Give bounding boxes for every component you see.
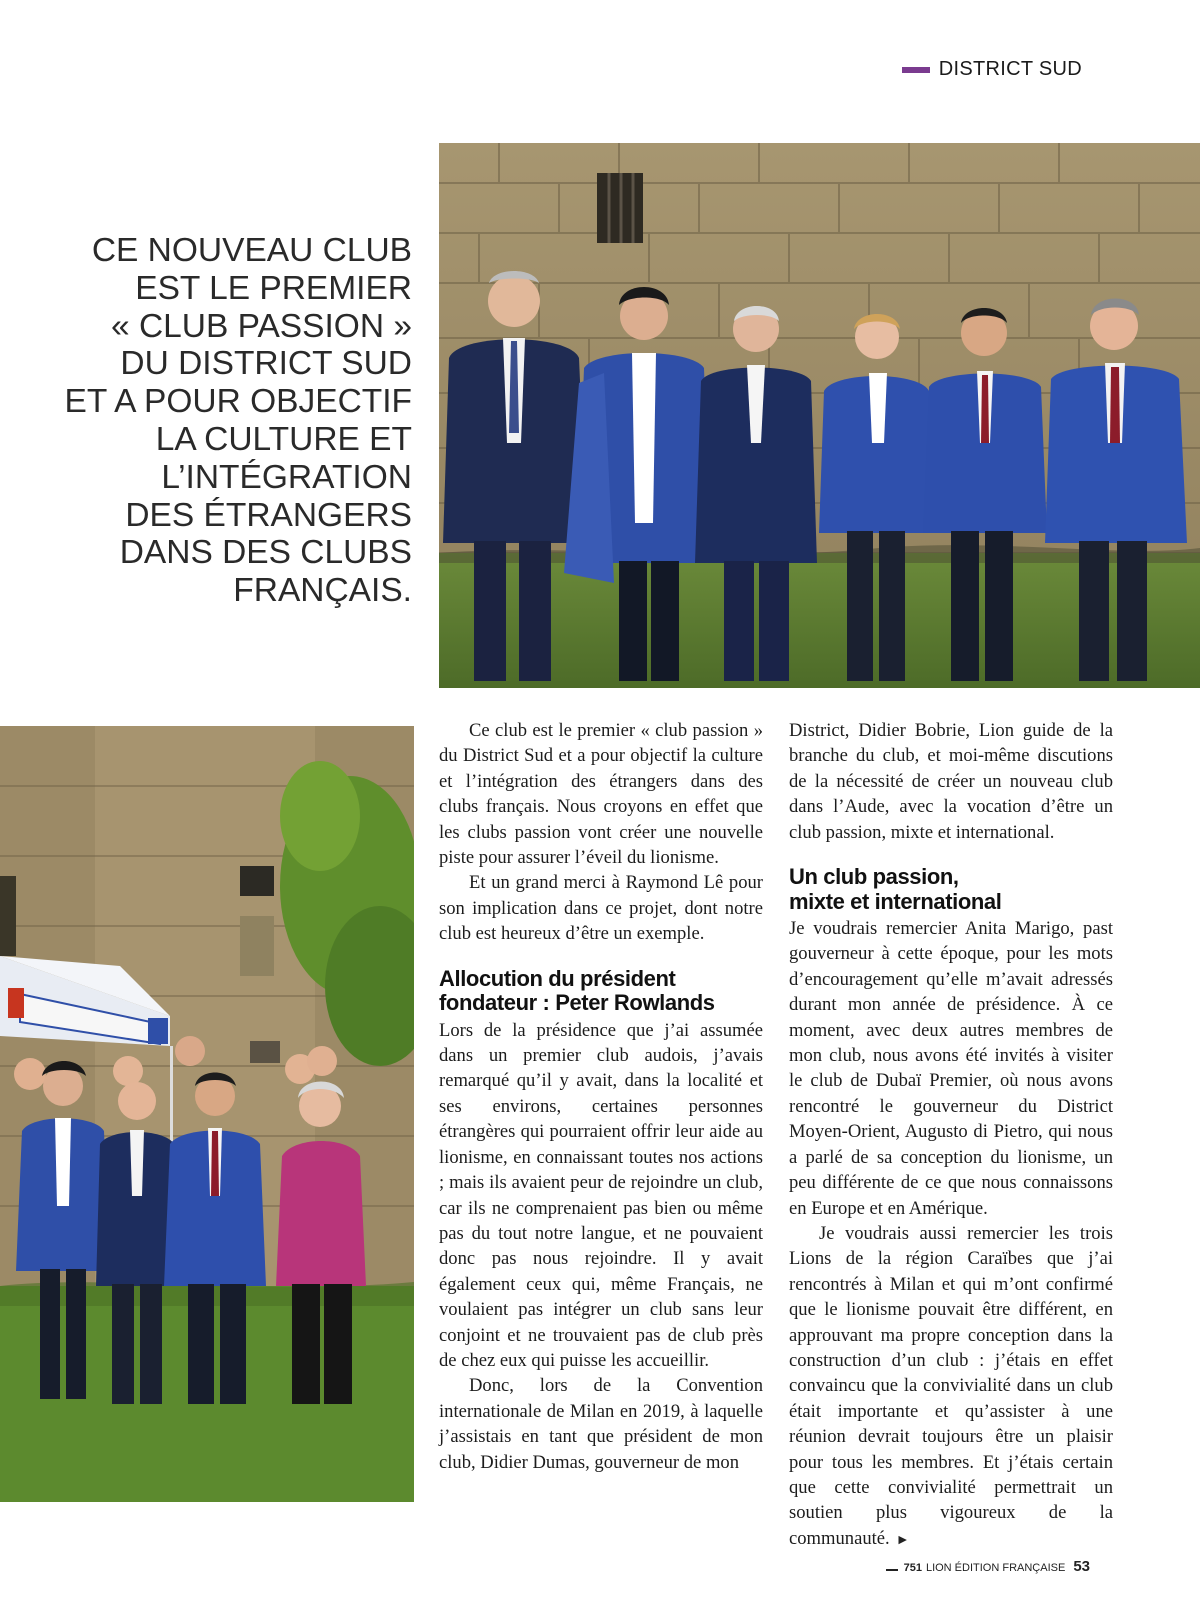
footer-dash (886, 1569, 898, 1571)
group-photo-stone-wall (439, 143, 1200, 688)
group-photo-castle (0, 726, 414, 1502)
issue-number: 751 (903, 1562, 922, 1574)
page-footer (886, 1558, 1090, 1575)
paragraph-intro: Ce club est le premier « club passion » du District Sud et a pour objectif la culture et l’intégration des étrangers dans des clubs français. Nous croyons en effet que les clubs passion vont créer une nouvelle piste pour assurer l’éveil du lionisme. (439, 720, 763, 869)
paragraph-caraibes (789, 1221, 1113, 1553)
page-number: 53 (1073, 1558, 1090, 1575)
paragraph-presidence: Lors de la présidence que j’ai assumée dans un premier club audois, j’avais remarqué qu’il y avait, dans la localité et ses environs, certaines personnes étrangères qui pourraient offrir leur aide au lionisme, en connaissant toutes nos actions ; mais ils avaient peur de rejoindre un club, car ils ne comprenaient pas bien ou même pas du tout notre langue, et ne pouvaient donc pas nous rejoindre. Il y avait également ceux qui, même Français, ne voulaient pas intégrer un club sans leur conjoint et ne trouvaient pas de club près de chez eux qui puisse les accueillir. (439, 1019, 763, 1371)
continue-arrow-icon: ► (895, 1532, 910, 1548)
paragraph-remerciements: Je voudrais remercier Anita Marigo, past gouverneur à cette époque, pour les mots d’encouragement qu’elle m’avait adressés durant mon année de présidence. À ce moment, avec deux autres membres de mon club, nous avons été invités à visiter le club de Dubaï Premier, où nous avons rencontré le gouverneur du District Moyen-Orient, Augusto di Pietro, qui nous a parlé de sa conception du lionisme, un peu différente de ce que nous connaissons en Europe et en Amérique. (789, 918, 1113, 1219)
paragraph-caraibes-text: Je voudrais aussi remercier les trois Lions de la région Caraïbes que j’ai rencontrés à Milan et qui m’ont confirmé que le lionisme pouvait être différent, en approuvant ma propre conception dans la construction d’un club : j’étais en effet convaincu que la convivialité dans un club était importante et qu’assister à une réunion devrait toujours être un plaisir pour tous les membres. Et j’étais certain que cette convivialité permettrait un soutien plus vigoureux de la communauté. (789, 1222, 1113, 1549)
subheading-allocution: Allocution du président fondateur : Peter Rowlands (439, 965, 715, 1016)
section-tag (902, 58, 1082, 81)
subheading-club-passion: Un club passion, mixte et international (789, 864, 1002, 914)
article-column-1 (439, 718, 763, 1475)
article-column-2 (789, 718, 1113, 1553)
paragraph-thanks: Et un grand merci à Raymond Lê pour son implication dans ce projet, dont notre club est heureux d’être un exemple. (439, 872, 763, 945)
paragraph-convention-continued: District, Didier Bobrie, Lion guide de la branche du club, et moi-même discutions de la nécessité de créer un nouveau club dans l’Aude, avec la vocation d’être un club passion, mixte et international. (789, 720, 1113, 843)
pull-quote: CE NOUVEAU CLUB EST LE PREMIER « CLUB PASSION » DU DISTRICT SUD ET A POUR OBJECTIF LA CULTURE ET L’INTÉGRATION DES ÉTRANGERS DANS DES CLUBS FRANÇAIS. (64, 232, 412, 610)
section-accent-bar (902, 67, 930, 73)
section-label: DISTRICT SUD (938, 58, 1082, 80)
paragraph-convention: Donc, lors de la Convention internationale de Milan en 2019, à laquelle j’assistais en tant que président de mon club, Didier Dumas, gouverneur de mon (439, 1375, 763, 1473)
publication-name: LION ÉDITION FRANÇAISE (925, 1562, 1066, 1574)
